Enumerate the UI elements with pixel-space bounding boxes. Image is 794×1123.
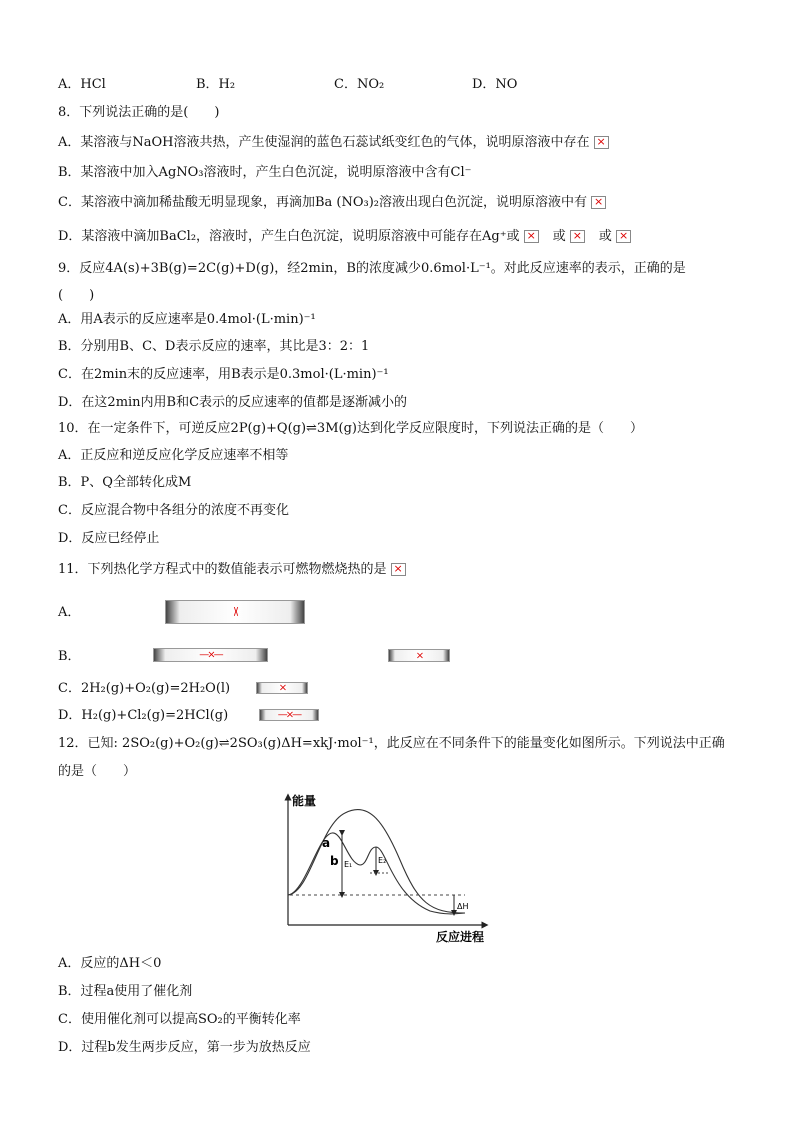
q8-d-or-1: 或 — [552, 229, 566, 244]
q8-option-c — [58, 194, 606, 212]
dh-label: ΔH — [457, 902, 469, 911]
q10-option-c: C．反应混合物中各组分的浓度不再变化 — [58, 503, 289, 518]
q8-stem: 8．下列说法正确的是( ) — [58, 105, 220, 120]
x-axis-label: 反应进程 — [436, 930, 485, 944]
q9-option-c: C．在2min末的反应速率，用B表示是0.3mol·(L·min)⁻¹ — [58, 367, 389, 382]
q8-d-or-2: 或 — [598, 229, 612, 244]
broken-image-icon — [524, 230, 539, 243]
q7-option-d: D．NO — [472, 77, 518, 92]
broken-image-icon — [570, 230, 585, 243]
q8-d-text: D．某溶液中滴加BaCl₂，溶液时，产生白色沉淀，说明原溶液中可能存在Ag⁺或 — [58, 229, 520, 244]
broken-image-icon: ⟩⟨ — [233, 606, 237, 618]
broken-image-icon: × — [415, 650, 423, 661]
q9-option-a: A．用A表示的反应速率是0.4mol·(L·min)⁻¹ — [58, 312, 316, 327]
q12-option-a: A．反应的ΔH＜0 — [58, 956, 162, 971]
q9-bracket: ( ) — [58, 288, 95, 303]
q11-option-a: A． — [58, 605, 81, 620]
q11-option-d: D．H₂(g)+Cl₂(g)=2HCl(g) — [58, 708, 229, 723]
broken-image-icon: —×— — [277, 709, 301, 721]
broken-image-icon — [616, 230, 631, 243]
energy-diagram-svg — [270, 785, 500, 945]
q9-stem: 9．反应4A(s)+3B(g)=2C(g)+D(g)，经2min，B的浓度减少0.6mol·L⁻¹。对此反应速率的表示，正确的是 — [58, 261, 686, 276]
q10-option-d: D．反应已经停止 — [58, 531, 160, 546]
q7-options — [58, 76, 738, 94]
q11-option-b: B． — [58, 649, 81, 664]
equation-image-b2 — [388, 649, 450, 662]
q12-option-b: B．过程a使用了催化剂 — [58, 984, 193, 999]
equation-image-d — [259, 709, 319, 721]
curve-b-label: b — [330, 854, 339, 868]
e1-label: E₁ — [344, 860, 353, 869]
q9-option-b: B．分别用B、C、D表示反应的速率，其比是3：2：1 — [58, 339, 370, 354]
broken-image-icon — [591, 196, 606, 209]
y-axis-label: 能量 — [292, 794, 317, 808]
broken-image-icon: × — [278, 682, 286, 694]
q11-option-c: C．2H₂(g)+O₂(g)=2H₂O(l) — [58, 681, 231, 696]
equation-image-b1 — [153, 648, 268, 662]
q7-option-c: C．NO₂ — [334, 77, 385, 92]
q11-stem — [58, 561, 406, 579]
q12-stem: 12．已知: 2SO₂(g)+O₂(g)⇌2SO₃(g)ΔH=xkJ·mol⁻¹，此反应在不同条件下的能量变化如图所示。下列说法中正确 — [58, 736, 725, 751]
q8-option-d — [58, 228, 631, 246]
curve-b — [288, 833, 465, 914]
q10-stem: 10．在一定条件下，可逆反应2P(g)+Q(g)⇌3M(g)达到化学反应限度时，下列说法正确的是（ ） — [58, 421, 643, 436]
q12-option-c: C．使用催化剂可以提高SO₂的平衡转化率 — [58, 1012, 301, 1027]
curve-a-label: a — [322, 836, 331, 850]
equation-image-a — [165, 600, 305, 624]
broken-image-icon: —×— — [199, 649, 222, 661]
q12-option-d: D．过程b发生两步反应，第一步为放热反应 — [58, 1040, 311, 1055]
q8-option-b: B．某溶液中加入AgNO₃溶液时，产生白色沉淀，说明原溶液中含有Cl⁻ — [58, 165, 472, 180]
broken-image-icon — [594, 136, 609, 149]
q7-option-a: A．HCl — [58, 77, 106, 92]
q12-stem-2: 的是（ ） — [58, 764, 137, 779]
broken-image-icon — [391, 563, 406, 576]
q10-option-a: A．正反应和逆反应化学反应速率不相等 — [58, 448, 289, 463]
q7-option-b: B．H₂ — [196, 77, 236, 92]
q8-a-text: A．某溶液与NaOH溶液共热，产生使湿润的蓝色石蕊试纸变红色的气体，说明原溶液中存在 — [58, 135, 590, 150]
q11-stem-text: 11．下列热化学方程式中的数值能表示可燃物燃烧热的是 — [58, 562, 387, 577]
q8-option-a — [58, 134, 609, 152]
q9-option-d: D．在这2min内用B和C表示的反应速率的值都是逐渐减小的 — [58, 395, 408, 410]
e2-label: E₂ — [378, 856, 387, 865]
equation-image-c — [256, 682, 308, 694]
q10-option-b: B．P、Q全部转化成M — [58, 475, 192, 490]
energy-diagram — [270, 785, 500, 945]
q8-c-text: C．某溶液中滴加稀盐酸无明显现象，再滴加Ba (NO₃)₂溶液出现白色沉淀，说明原溶液中有 — [58, 195, 587, 210]
